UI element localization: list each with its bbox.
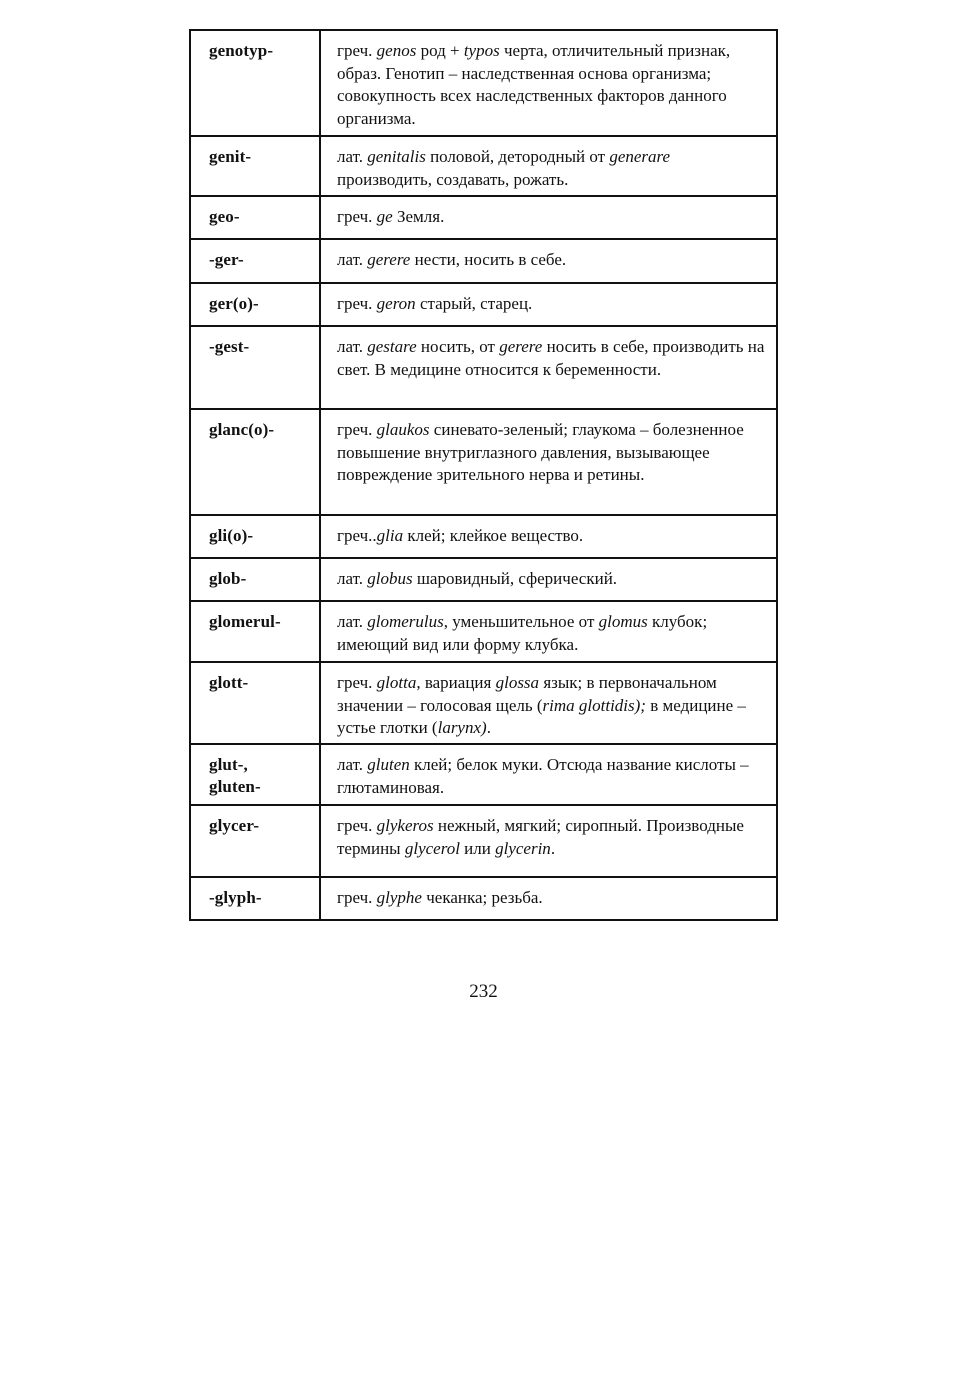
definition-italic-term: glia — [376, 526, 404, 545]
definition-text: лат. — [337, 569, 368, 588]
table-row — [190, 662, 777, 744]
definition-text: греч. — [337, 816, 377, 835]
definition-italic-term: glycerol — [404, 838, 460, 858]
definition-text: лат. — [337, 337, 368, 356]
table-row — [190, 515, 777, 558]
definition-text: клей; белок муки. Отсюда название кислоты – глютаминовая. — [337, 755, 749, 797]
definition-italic-term: genitalis — [367, 147, 426, 166]
definition-text: в медицине – устье глотки ( — [337, 695, 746, 738]
definition-text: , уменьшительное от — [443, 612, 599, 631]
definition-italic-term: genos — [376, 41, 417, 60]
definition-text: шаровидный, сферический. — [412, 569, 618, 588]
definition-text: греч. — [337, 420, 377, 439]
definition-italic-term: glomerulus — [367, 612, 444, 631]
definition-italic-term: typos — [463, 41, 500, 60]
definition-text: греч. — [337, 207, 377, 226]
definition-italic-term: gerere — [367, 250, 411, 269]
definition-text: греч. — [337, 888, 377, 907]
term: genit- — [209, 147, 252, 166]
definition — [321, 602, 776, 656]
table-row — [190, 805, 777, 877]
definition — [321, 284, 776, 316]
definition-text: лат. — [337, 147, 368, 166]
definition-text: клубок; имеющий вид или форму клубка. — [337, 612, 708, 654]
definition-text: греч. — [337, 41, 377, 60]
definition — [321, 559, 776, 591]
definition-text: лат. — [337, 755, 368, 774]
term: glanc(o)- — [209, 420, 275, 439]
definition-text: род + — [416, 41, 464, 60]
page-number: 232 — [469, 981, 498, 1002]
table-row — [190, 196, 777, 239]
table-row — [190, 744, 777, 805]
definition-italic-term: glomus — [598, 612, 648, 631]
term: gli(o)- — [209, 526, 254, 545]
table-row — [190, 283, 777, 326]
definition-italic-term: glyphe — [376, 888, 422, 907]
definition-text: синевато-зеленый; глаукома – болезненное повышение внутриглазного давления, вызывающее повреждение зрительного нерва и ретины. — [337, 420, 744, 485]
definition-text: . — [486, 718, 491, 738]
term: glob- — [209, 569, 247, 588]
definition-text: половой, детородный от — [425, 147, 610, 166]
term: -glyph- — [209, 888, 262, 907]
table-row — [190, 877, 777, 920]
definition-text: . — [550, 838, 556, 858]
term: genotyp- — [209, 41, 274, 60]
term: ger(o)- — [209, 294, 259, 313]
term: -ger- — [209, 250, 244, 269]
definition — [321, 197, 776, 229]
table-row — [190, 558, 777, 601]
definition-text: греч.. — [337, 526, 377, 545]
definition-italic-term: gerere — [499, 337, 543, 356]
table-row — [190, 30, 777, 136]
definition-text: лат. — [337, 250, 368, 269]
table-row — [190, 601, 777, 662]
table-row — [190, 326, 777, 409]
definition — [321, 137, 776, 191]
definition-italic-term: gestare — [367, 337, 417, 356]
term: -gest- — [209, 337, 250, 356]
definition-italic-term: glycerin — [495, 838, 551, 858]
table-row — [190, 239, 777, 283]
definition — [321, 410, 776, 487]
term: geo- — [209, 207, 240, 226]
definition-text: греч. — [337, 673, 377, 692]
definition-text: клей; клейкое вещество. — [403, 526, 584, 545]
definition — [321, 516, 776, 548]
definition-text: старый, старец. — [415, 294, 533, 313]
definition — [321, 745, 776, 799]
definition-text: нежный, мягкий; сиропный. Производные термины — [337, 816, 744, 858]
term: glomerul- — [209, 612, 281, 631]
definition — [321, 240, 776, 272]
definition-italic-term: larynx) — [437, 718, 487, 738]
term: glut-, gluten- — [209, 755, 261, 796]
definition-text: греч. — [337, 294, 377, 313]
definition-italic-term: rima glottidis); — [542, 695, 646, 715]
definition-text: , вариация — [416, 673, 496, 692]
definition-text: производить, создавать, рожать. — [337, 169, 569, 189]
definition-italic-term: generare — [609, 147, 671, 166]
definition-text: или — [459, 838, 496, 858]
definition — [321, 806, 776, 860]
definition — [321, 31, 776, 130]
definition — [321, 327, 776, 381]
definition-text: Земля. — [392, 207, 445, 226]
definition — [321, 663, 776, 740]
definition-text: чеканка; резьба. — [421, 888, 543, 907]
term: glott- — [209, 673, 249, 692]
table-row — [190, 409, 777, 515]
definition — [321, 878, 776, 910]
definition-text: язык; в первоначальном значении – голосовая щель ( — [337, 673, 717, 715]
definition-italic-term: gluten — [367, 755, 410, 774]
definition-text: носить в себе, производить на свет. В медицине относится к беременности. — [337, 337, 765, 379]
definition-italic-term: glotta — [376, 673, 417, 692]
definition-italic-term: ge — [376, 207, 393, 226]
definition-text: носить, от — [416, 337, 500, 356]
definition-italic-term: globus — [367, 569, 413, 588]
definition-italic-term: glaukos — [376, 420, 430, 439]
definition-text: лат. — [337, 612, 368, 631]
term: glycer- — [209, 816, 260, 835]
glossary-table — [189, 29, 778, 921]
table-row — [190, 136, 777, 196]
definition-italic-term: geron — [376, 294, 416, 313]
definition-italic-term: glykeros — [376, 816, 434, 835]
definition-text: нести, носить в себе. — [410, 250, 567, 269]
definition-italic-term: glossa — [495, 673, 540, 692]
definition-text: черта, отличительный признак, образ. Генотип – наследственная основа организма; совокупность всех наследственных факторов данного организма. — [337, 41, 731, 128]
